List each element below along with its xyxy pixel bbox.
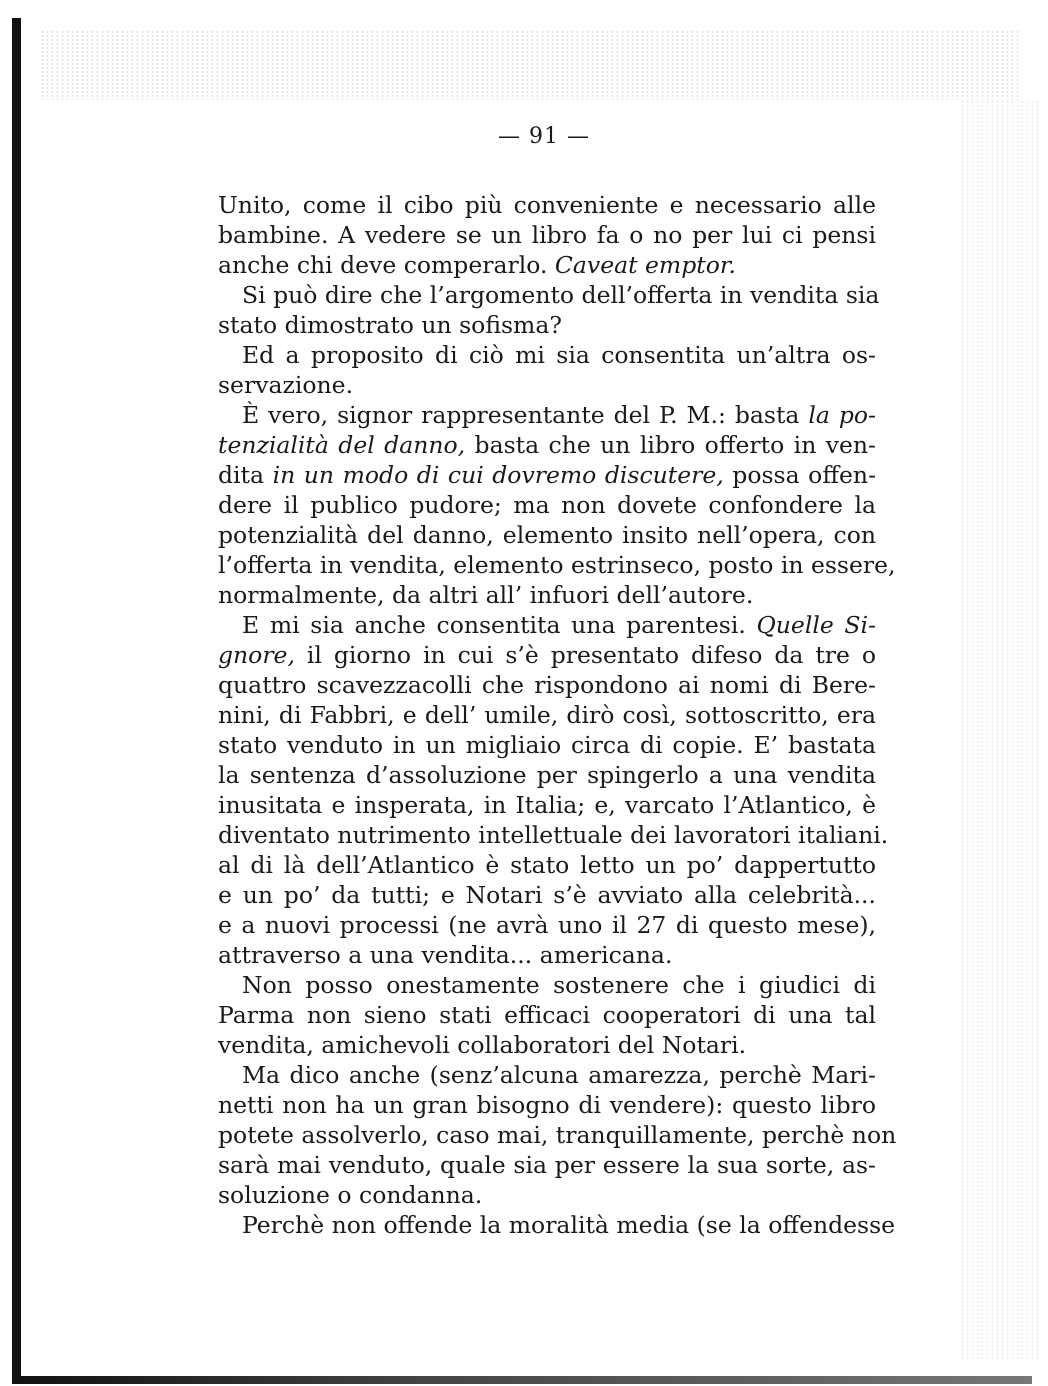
- text-line: l’offerta in vendita, elemento estrinseco, posto in essere,: [218, 551, 896, 579]
- text-line: Unito, come il cibo più conveniente e necessario alle: [218, 191, 876, 219]
- text-line: vendita, amichevoli collaboratori del Notari.: [218, 1031, 747, 1059]
- text-line: al di là dell’Atlantico è stato letto un po’ dappertutto: [218, 851, 876, 879]
- text-line: soluzione o condanna.: [218, 1181, 483, 1209]
- bottom-edge: [12, 1376, 1032, 1384]
- page-number: — 91 —: [498, 124, 590, 149]
- text-line: potenzialità del danno, elemento insito nell’opera, con: [218, 521, 876, 549]
- text-line: Ma dico anche (senz’alcuna amarezza, perchè Mari-: [242, 1061, 876, 1089]
- text-line: normalmente, da altri all’ infuori dell’autore.: [218, 581, 754, 609]
- binding-edge: [12, 18, 21, 1383]
- text-line: inusitata e insperata, in Italia; e, varcato l’Atlantico, è: [218, 791, 876, 819]
- text-line: bambine. A vedere se un libro fa o no per lui ci pensi: [218, 221, 876, 249]
- text-line: Ed a proposito di ciò mi sia consentita un’altra os-: [242, 341, 876, 369]
- text-line: Si può dire che l’argomento dell’offerta in vendita sia: [242, 281, 880, 309]
- text-line: stato dimostrato un sofisma?: [218, 311, 562, 339]
- scan-noise-right: [960, 100, 1040, 1360]
- text-line: Perchè non offende la moralità media (se la offendesse: [242, 1211, 896, 1239]
- text-line: nini, di Fabbri, e dell’ umile, dirò così, sottoscritto, era: [218, 701, 876, 729]
- text-line: netti non ha un gran bisogno di vendere): questo libro: [218, 1091, 876, 1119]
- text-line: Non posso onestamente sostenere che i giudici di: [242, 971, 876, 999]
- text-line: Parma non sieno stati efficaci cooperatori di una tal: [218, 1001, 876, 1029]
- text-line: dere il publico pudore; ma non dovete confondere la: [218, 491, 876, 519]
- text-line: servazione.: [218, 371, 354, 399]
- text-line: dita in un modo di cui dovremo discutere, possa offen-: [218, 461, 877, 489]
- text-line: attraverso a una vendita... americana.: [218, 941, 673, 969]
- text-line: e un po’ da tutti; e Notari s’è avviato alla celebrità...: [218, 881, 876, 909]
- text-line: stato venduto in un migliaio circa di copie. E’ bastata: [218, 731, 876, 759]
- text-line: gnore, il giorno in cui s’è presentato difeso da tre o: [218, 641, 876, 669]
- text-line: tenzialità del danno, basta che un libro offerto in ven-: [218, 431, 876, 459]
- text-line: anche chi deve comperarlo. Caveat emptor.: [218, 251, 736, 279]
- text-line: e a nuovi processi (ne avrà uno il 27 di questo mese),: [218, 911, 876, 939]
- text-line: la sentenza d’assoluzione per spingerlo a una vendita: [218, 761, 876, 789]
- scan-noise-top: [40, 30, 1020, 100]
- text-line: quattro scavezzacolli che rispondono ai nomi di Bere-: [218, 671, 876, 699]
- text-line: E mi sia anche consentita una parentesi. Quelle Si-: [242, 611, 876, 639]
- text-line: diventato nutrimento intellettuale dei lavoratori italiani.: [218, 821, 889, 849]
- text-line: È vero, signor rappresentante del P. M.: basta la po-: [242, 401, 876, 429]
- text-line: sarà mai venduto, quale sia per essere la sua sorte, as-: [218, 1151, 876, 1179]
- text-line: potete assolverlo, caso mai, tranquillamente, perchè non: [218, 1121, 897, 1149]
- body-text: [218, 190, 897, 1240]
